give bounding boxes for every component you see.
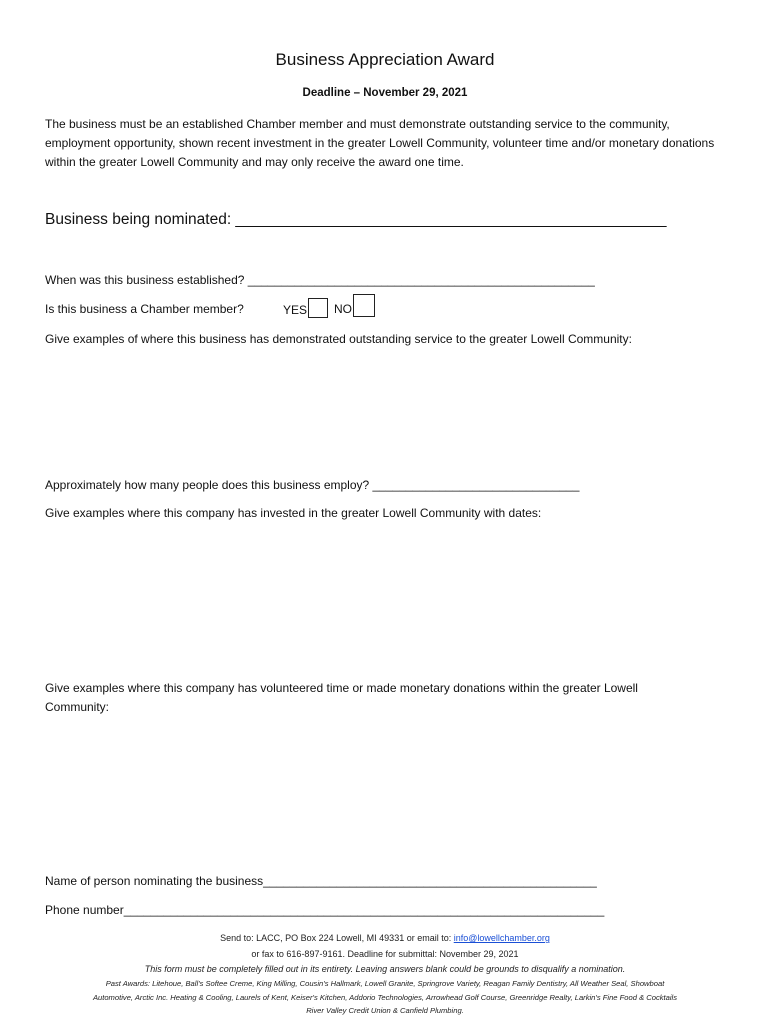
member-question: Is this business a Chamber member? <box>45 302 244 316</box>
no-option <box>334 294 375 317</box>
page-title: Business Appreciation Award <box>275 50 495 69</box>
yes-label: YES <box>283 303 308 317</box>
no-checkbox[interactable] <box>353 294 375 317</box>
footer-send-to <box>0 933 770 943</box>
nominator-name-field[interactable]: Name of person nominating the business__________________________________________________ <box>45 874 597 888</box>
employ-field[interactable]: Approximately how many people does this business employ? _______________________________ <box>45 478 580 492</box>
yes-option <box>283 298 328 318</box>
invested-label: Give examples where this company has invested in the greater Lowell Community with dates: <box>45 506 542 520</box>
volunteered-label-line2: Community: <box>45 700 110 714</box>
phone-field[interactable]: Phone number________________________________________________________________________ <box>45 903 605 917</box>
past-awards-line2: Automotive, Arctic Inc. Heating & Cooling, Laurels of Kent, Keiser's Kitchen, Addorio Technologies, Arrowhead Golf Course, Greenridge Realty, Larkin's Fine Food & Cocktails <box>92 993 678 1002</box>
past-awards-line3: River Valley Credit Union & Canfield Plumbing. <box>306 1006 464 1015</box>
established-field[interactable]: When was this business established? ____________________________________________________ <box>45 273 595 287</box>
yes-checkbox[interactable] <box>308 298 328 318</box>
volunteered-label-line1: Give examples where this company has volunteered time or made monetary donations within the greater Lowell <box>45 681 638 695</box>
service-examples-label: Give examples of where this business has demonstrated outstanding service to the greater Lowell Community: <box>45 332 632 346</box>
deadline-text: Deadline – November 29, 2021 <box>302 87 468 99</box>
no-label: NO <box>334 302 352 316</box>
send-to-text: Send to: LACC, PO Box 224 Lowell, MI 49331 or email to: <box>220 933 454 943</box>
footer-fax: or fax to 616-897-9161. Deadline for submittal: November 29, 2021 <box>251 949 519 959</box>
footer-warning: This form must be completely filled out in its entirety. Leaving answers blank could be grounds to disqualify a nomination. <box>144 964 626 974</box>
email-link[interactable]: info@lowellchamber.org <box>453 933 550 943</box>
business-nominated-field[interactable]: Business being nominated: __________________________________________________ <box>45 211 667 228</box>
intro-paragraph: The business must be an established Chamber member and must demonstrate outstanding service to the community, employment opportunity, shown recent investment in the greater Lowell Community, volunteer time and/or monetary donations within the greater Lowell Community and may only receive the award one time. <box>45 117 715 169</box>
past-awards-line1: Past Awards: Litehoue, Ball's Softee Creme, King Milling, Cousin's Hallmark, Lowell Granite, Springrove Variety, Reagan Family Dentistry, All Weather Seal, Showboat <box>105 979 665 988</box>
